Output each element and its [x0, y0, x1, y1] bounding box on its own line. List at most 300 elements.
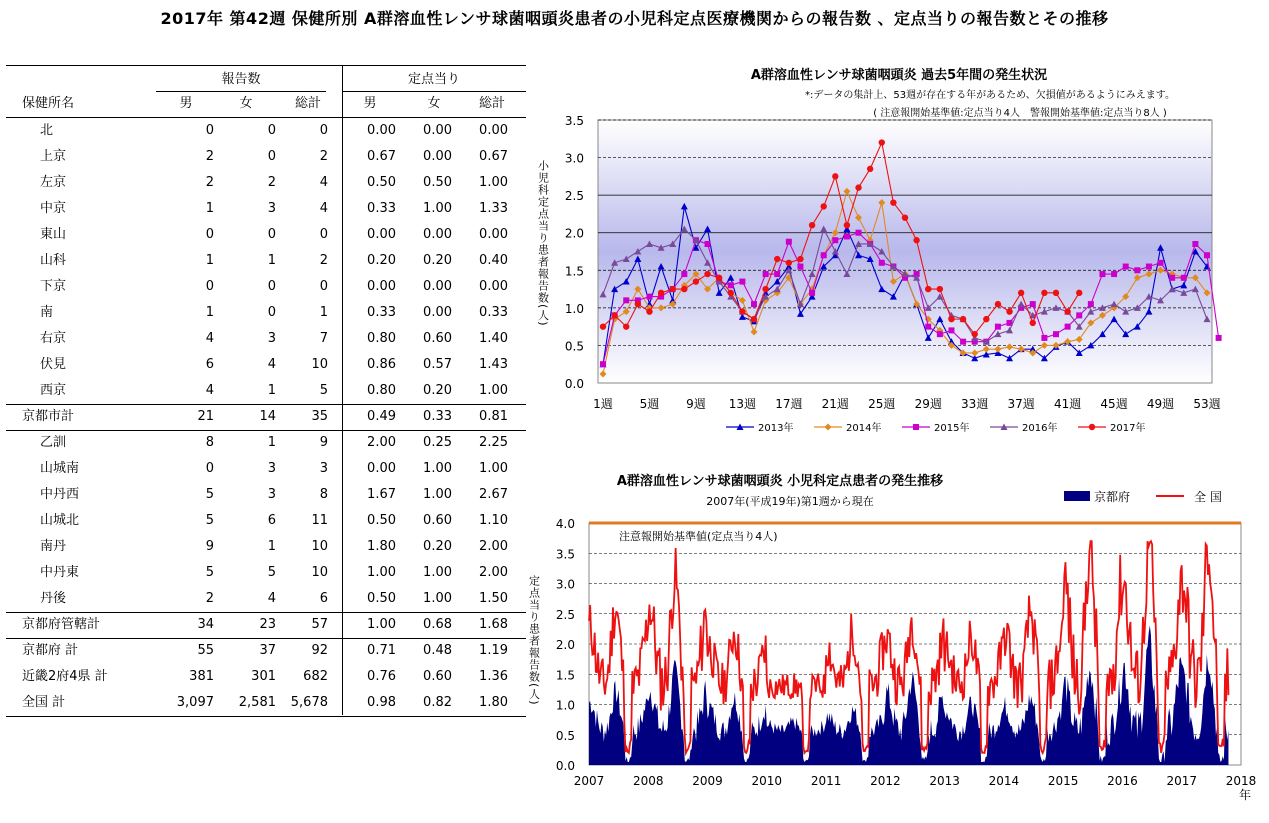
chart1-point — [855, 184, 861, 190]
chart1-point — [704, 271, 710, 277]
chart1-point — [1076, 312, 1082, 318]
chart1-plot-area — [598, 120, 1212, 383]
chart1-point — [995, 324, 1001, 330]
table-row — [6, 638, 526, 664]
chart1-point — [1018, 290, 1024, 296]
chart1-point — [658, 290, 664, 296]
chart2-ytick: 2.0 — [555, 638, 575, 652]
chart1-point — [797, 264, 803, 270]
group-rule-reports — [156, 91, 326, 92]
chart-trend-since-2007 — [520, 465, 1269, 819]
row-value: 0 — [267, 279, 276, 294]
row-rule — [6, 638, 526, 639]
row-value: 4 — [205, 383, 214, 398]
table-row — [6, 248, 526, 274]
chart2-ytick: 0.5 — [555, 728, 575, 743]
row-value: 1 — [267, 253, 276, 268]
table-row — [6, 430, 526, 456]
chart1-xtick: 21週 — [821, 397, 849, 411]
table-row — [6, 144, 526, 170]
chart2-ytick: 1.0 — [555, 698, 575, 713]
row-rule — [6, 716, 526, 717]
row-name: 上京 — [40, 149, 67, 164]
row-value: 1.00 — [367, 565, 396, 580]
group-header-per-site: 定点当り — [407, 72, 460, 87]
row-value: 11 — [311, 513, 328, 528]
row-value: 381 — [189, 669, 214, 684]
row-value: 0.00 — [423, 279, 452, 294]
chart1-point — [1192, 241, 1198, 247]
chart1-point — [1204, 252, 1210, 258]
chart1-point — [809, 222, 815, 228]
row-value: 0 — [267, 305, 276, 320]
chart2-title: A群溶血性レンサ球菌咽頭炎 小児科定点患者の発生推移 — [616, 474, 944, 489]
chart1-xtick: 53週 — [1193, 397, 1221, 411]
row-value: 0 — [205, 461, 214, 476]
row-name: 左京 — [40, 175, 67, 190]
row-value: 1.19 — [479, 643, 508, 658]
row-value: 0.76 — [367, 669, 396, 684]
row-value: 0.20 — [423, 539, 452, 554]
row-value: 0.00 — [367, 279, 396, 294]
table-row — [6, 274, 526, 300]
row-name: 京都府 計 — [22, 643, 79, 658]
row-value: 10 — [311, 539, 328, 554]
row-value: 35 — [311, 409, 328, 424]
chart1-ytick: 2.5 — [564, 189, 584, 204]
row-value: 1 — [205, 201, 214, 216]
row-name: 北 — [40, 123, 54, 138]
group-header-reports: 報告数 — [221, 72, 261, 87]
chart2-xtick: 2009 — [692, 774, 723, 788]
row-value: 1.50 — [479, 591, 508, 606]
row-value: 14 — [259, 409, 276, 424]
row-value: 1.40 — [479, 331, 508, 346]
chart2-ytick: 3.5 — [555, 547, 575, 562]
chart1-point — [623, 323, 629, 329]
row-value: 0.25 — [423, 435, 452, 450]
row-value: 1.00 — [423, 591, 452, 606]
table-row — [6, 300, 526, 326]
table-top-rule — [6, 65, 526, 66]
row-value: 0.00 — [423, 305, 452, 320]
row-value: 3 — [319, 461, 328, 476]
row-value: 5 — [267, 565, 276, 580]
chart1-point — [809, 290, 815, 296]
chart-trend-svg — [520, 465, 1269, 819]
chart2-ytick: 2.5 — [555, 607, 575, 622]
row-value: 3,097 — [176, 695, 214, 710]
row-value: 2 — [319, 253, 328, 268]
row-value: 37 — [259, 643, 276, 658]
chart1-point — [1006, 308, 1012, 314]
row-value: 9 — [205, 539, 214, 554]
chart1-xtick: 13週 — [728, 397, 757, 411]
row-value: 0 — [205, 123, 214, 138]
row-value: 0 — [319, 279, 328, 294]
row-name: 京都府管轄計 — [22, 617, 101, 632]
row-value: 0 — [267, 149, 276, 164]
row-value: 2 — [205, 591, 214, 606]
chart2-xtick: 2010 — [751, 774, 783, 788]
row-name: 近畿2府4県 計 — [22, 669, 108, 684]
chart2-xtick: 2015 — [1047, 774, 1079, 788]
chart2-xtick: 2018 — [1225, 774, 1257, 788]
chart1-point — [832, 237, 838, 243]
chart1-legend-label: 2015年 — [934, 423, 970, 434]
chart1-point — [867, 166, 873, 172]
chart1-point — [1065, 324, 1071, 330]
chart1-point — [825, 424, 832, 431]
chart1-point — [693, 278, 699, 284]
row-value: 10 — [311, 357, 328, 372]
row-name: 丹後 — [40, 591, 67, 606]
row-value: 5 — [205, 565, 214, 580]
chart1-ytick: 3.5 — [564, 114, 584, 128]
chart2-legend-label: 全 国 — [1194, 490, 1222, 504]
row-value: 5 — [205, 513, 214, 528]
row-value: 2.00 — [479, 565, 508, 580]
chart1-point — [844, 222, 850, 228]
row-value: 2.00 — [479, 539, 508, 554]
chart1-ytick: 0.0 — [564, 377, 584, 391]
row-value: 1 — [267, 539, 276, 554]
chart2-ytick: 1.5 — [555, 668, 575, 683]
chart1-xtick: 29週 — [914, 397, 942, 411]
chart1-point — [1158, 260, 1164, 266]
chart1-point — [1030, 301, 1036, 307]
chart1-point — [832, 173, 838, 179]
group-rule-per-site — [342, 91, 526, 92]
row-name: 山科 — [40, 253, 67, 268]
chart1-point — [1053, 331, 1059, 337]
row-value: 0.00 — [423, 227, 452, 242]
row-name: 南丹 — [40, 539, 67, 554]
chart1-point — [971, 331, 977, 337]
row-name: 乙訓 — [40, 435, 67, 450]
row-value: 1.00 — [367, 617, 396, 632]
column-separator — [342, 65, 343, 715]
chart1-point — [739, 279, 745, 285]
row-value: 2 — [267, 175, 276, 190]
chart1-point — [1216, 335, 1222, 341]
row-value: 1.00 — [479, 383, 508, 398]
chart1-xtick: 37週 — [1007, 397, 1035, 411]
chart1-point — [1030, 320, 1036, 326]
chart1-xtick: 49週 — [1146, 397, 1175, 411]
chart1-thresholds: ( 注意報開始基準値:定点当り4人 警報開始基準値:定点当り8人 ) — [873, 108, 1167, 119]
chart1-point — [1053, 290, 1059, 296]
chart1-point — [1111, 271, 1117, 277]
chart1-point — [786, 260, 792, 266]
table-row — [6, 560, 526, 586]
chart2-xlabel: 年 — [1238, 788, 1252, 802]
chart1-point — [856, 230, 862, 236]
chart2-ytick: 0.0 — [555, 759, 575, 773]
row-value: 0.48 — [423, 643, 452, 658]
table-row — [6, 508, 526, 534]
row-name: 下京 — [40, 279, 67, 294]
row-value: 92 — [311, 643, 328, 658]
table-row — [6, 378, 526, 404]
row-value: 2.00 — [367, 435, 396, 450]
col-header-male: 男 — [179, 96, 193, 111]
chart1-point — [728, 282, 734, 288]
row-value: 3 — [267, 201, 276, 216]
row-value: 10 — [311, 565, 328, 580]
chart1-point — [995, 301, 1001, 307]
row-value: 0.40 — [479, 253, 508, 268]
chart1-point — [1041, 335, 1047, 341]
row-value: 0.98 — [367, 695, 396, 710]
row-value: 0.00 — [479, 227, 508, 242]
row-value: 2 — [319, 149, 328, 164]
col-header-female: 女 — [239, 96, 253, 111]
row-value: 0.33 — [367, 305, 396, 320]
chart1-point — [1181, 275, 1187, 281]
row-name: 伏見 — [40, 357, 67, 372]
chart1-legend-label: 2013年 — [758, 423, 794, 434]
table-row — [6, 404, 526, 430]
row-value: 0.71 — [367, 643, 396, 658]
chart1-point — [728, 290, 734, 296]
table-row — [6, 456, 526, 482]
chart1-ylabel: 小児科定点当り患者報告数(人) — [536, 160, 550, 327]
row-value: 0.82 — [423, 695, 452, 710]
chart1-point — [1064, 308, 1070, 314]
chart2-xtick: 2011 — [810, 774, 842, 788]
chart1-point — [960, 339, 966, 345]
row-name: 京都市計 — [22, 409, 75, 424]
chart1-point — [635, 301, 641, 307]
row-value: 1.00 — [423, 487, 452, 502]
row-value: 4 — [319, 175, 328, 190]
row-value: 1.00 — [423, 565, 452, 580]
row-value: 0.33 — [367, 201, 396, 216]
row-value: 34 — [197, 617, 214, 632]
row-value: 1 — [267, 383, 276, 398]
chart1-point — [937, 331, 943, 337]
chart-past-5-years-svg — [530, 60, 1269, 440]
table-row — [6, 118, 526, 144]
col-header-male-rate: 男 — [363, 96, 377, 111]
row-value: 1.10 — [479, 513, 508, 528]
row-value: 2,581 — [238, 695, 276, 710]
row-value: 1 — [205, 305, 214, 320]
row-value: 1.43 — [479, 357, 508, 372]
row-value: 0.60 — [423, 331, 452, 346]
chart1-point — [646, 308, 652, 314]
chart2-xtick: 2016 — [1107, 774, 1138, 788]
chart1-legend-label: 2016年 — [1022, 423, 1058, 434]
row-name: 中京 — [40, 201, 67, 216]
row-value: 8 — [319, 487, 328, 502]
row-value: 5 — [205, 487, 214, 502]
table-row — [6, 612, 526, 638]
row-name: 南 — [40, 305, 54, 320]
chart1-xtick: 33週 — [961, 397, 989, 411]
chart2-subtitle: 2007年(平成19年)第1週から現在 — [706, 495, 874, 508]
row-value: 0 — [267, 227, 276, 242]
table-row — [6, 222, 526, 248]
chart1-point — [739, 308, 745, 314]
chart2-threshold-label: 注意報開始基準値(定点当り4人) — [619, 530, 778, 543]
row-name: 中丹西 — [40, 487, 80, 502]
row-value: 0 — [319, 123, 328, 138]
row-value: 0.80 — [367, 331, 396, 346]
chart1-point — [600, 361, 606, 367]
table-row — [6, 170, 526, 196]
row-value: 0.67 — [479, 149, 508, 164]
chart1-point — [1041, 290, 1047, 296]
row-value: 1.36 — [479, 669, 508, 684]
row-value: 5 — [319, 383, 328, 398]
chart1-ytick: 0.5 — [564, 339, 584, 354]
chart1-point — [681, 271, 687, 277]
chart1-ytick: 2.0 — [564, 226, 584, 241]
row-value: 6 — [267, 513, 276, 528]
row-value: 2.25 — [479, 435, 508, 450]
row-value: 0.81 — [479, 409, 508, 424]
row-value: 55 — [197, 643, 214, 658]
chart2-xtick: 2014 — [988, 774, 1020, 788]
chart1-point — [762, 286, 768, 292]
chart1-ytick: 1.5 — [564, 264, 584, 279]
row-value: 1 — [319, 305, 328, 320]
chart1-legend-label: 2017年 — [1110, 423, 1146, 434]
row-value: 2 — [205, 175, 214, 190]
row-name: 山城南 — [40, 461, 80, 476]
chart2-xtick: 2013 — [929, 774, 960, 788]
chart1-point — [820, 203, 826, 209]
chart1-point — [890, 199, 896, 205]
row-value: 1.67 — [367, 487, 396, 502]
row-value: 1.68 — [479, 617, 508, 632]
chart1-point — [925, 324, 931, 330]
row-value: 0.33 — [423, 409, 452, 424]
row-rule — [6, 430, 526, 431]
row-value: 0.50 — [367, 591, 396, 606]
row-value: 4 — [205, 331, 214, 346]
row-value: 1 — [205, 253, 214, 268]
row-value: 0.00 — [423, 123, 452, 138]
row-value: 0.60 — [423, 513, 452, 528]
row-value: 6 — [319, 591, 328, 606]
table-row — [6, 326, 526, 352]
chart2-legend-swatch — [1064, 491, 1090, 501]
row-value: 8 — [205, 435, 214, 450]
chart2-xtick: 2017 — [1166, 774, 1198, 788]
chart1-point — [774, 271, 780, 277]
row-value: 3 — [267, 487, 276, 502]
row-value: 0.00 — [367, 461, 396, 476]
chart1-point — [902, 214, 908, 220]
row-value: 0 — [319, 227, 328, 242]
chart1-point — [797, 256, 803, 262]
row-value: 0 — [205, 227, 214, 242]
row-name: 山城北 — [40, 513, 80, 528]
row-value: 0.00 — [479, 279, 508, 294]
chart1-point — [821, 252, 827, 258]
row-value: 0 — [267, 123, 276, 138]
row-value: 682 — [303, 669, 328, 684]
table-row — [6, 352, 526, 378]
chart1-xtick: 45週 — [1100, 397, 1128, 411]
row-value: 21 — [197, 409, 214, 424]
row-name: 西京 — [40, 383, 67, 398]
row-value: 0.00 — [367, 123, 396, 138]
col-header-name: 保健所名 — [22, 96, 75, 111]
row-value: 4 — [267, 357, 276, 372]
row-rule — [6, 612, 526, 613]
table-row — [6, 586, 526, 612]
chart1-point — [681, 286, 687, 292]
chart1-point — [879, 139, 885, 145]
row-value: 2.67 — [479, 487, 508, 502]
row-value: 0.49 — [367, 409, 396, 424]
chart2-ytick: 4.0 — [555, 517, 575, 531]
chart1-point — [948, 316, 954, 322]
row-value: 1.80 — [367, 539, 396, 554]
chart1-note: *:データの集計上、53週が存在する年があるため、欠損値があるようにみえます。 — [805, 90, 1175, 101]
row-value: 0.00 — [367, 227, 396, 242]
row-name: 右京 — [40, 331, 67, 346]
chart1-legend-label: 2014年 — [846, 423, 882, 434]
chart1-point — [1088, 301, 1094, 307]
chart1-point — [1169, 275, 1175, 281]
chart2-legend-label: 京都府 — [1094, 490, 1131, 504]
row-value: 301 — [251, 669, 276, 684]
col-header-total: 総計 — [294, 96, 321, 111]
row-value: 0 — [205, 279, 214, 294]
chart1-point — [1134, 267, 1140, 273]
col-header-total-rate: 総計 — [478, 96, 505, 111]
chart1-point — [1123, 264, 1129, 270]
chart1-xtick: 5週 — [639, 397, 660, 411]
col-header-female-rate: 女 — [427, 96, 441, 111]
row-value: 1 — [267, 435, 276, 450]
chart1-point — [774, 256, 780, 262]
row-value: 4 — [319, 201, 328, 216]
row-value: 57 — [311, 617, 328, 632]
row-value: 7 — [319, 331, 328, 346]
chart1-point — [786, 239, 792, 245]
chart1-xtick: 1週 — [593, 397, 613, 411]
row-value: 0.20 — [423, 253, 452, 268]
chart1-point — [937, 286, 943, 292]
row-value: 3 — [267, 461, 276, 476]
row-value: 0.00 — [479, 123, 508, 138]
row-value: 0.33 — [479, 305, 508, 320]
row-value: 0.20 — [367, 253, 396, 268]
row-value: 0.68 — [423, 617, 452, 632]
chart1-point — [913, 237, 919, 243]
row-value: 6 — [205, 357, 214, 372]
page-title: 2017年 第42週 保健所別 A群溶血性レンサ球菌咽頭炎患者の小児科定点医療機関からの報告数 、定点当りの報告数とその推移 — [160, 9, 1109, 28]
row-name: 中丹東 — [40, 565, 80, 580]
row-value: 3 — [267, 331, 276, 346]
chart1-point — [716, 275, 722, 281]
chart2-ytick: 3.0 — [555, 577, 575, 592]
row-name: 東山 — [40, 227, 67, 242]
row-value: 0.86 — [367, 357, 396, 372]
row-value: 0.50 — [367, 513, 396, 528]
table-row — [6, 534, 526, 560]
chart1-point — [1076, 290, 1082, 296]
chart1-point — [879, 260, 885, 266]
chart1-point — [623, 297, 629, 303]
row-value: 0.20 — [423, 383, 452, 398]
